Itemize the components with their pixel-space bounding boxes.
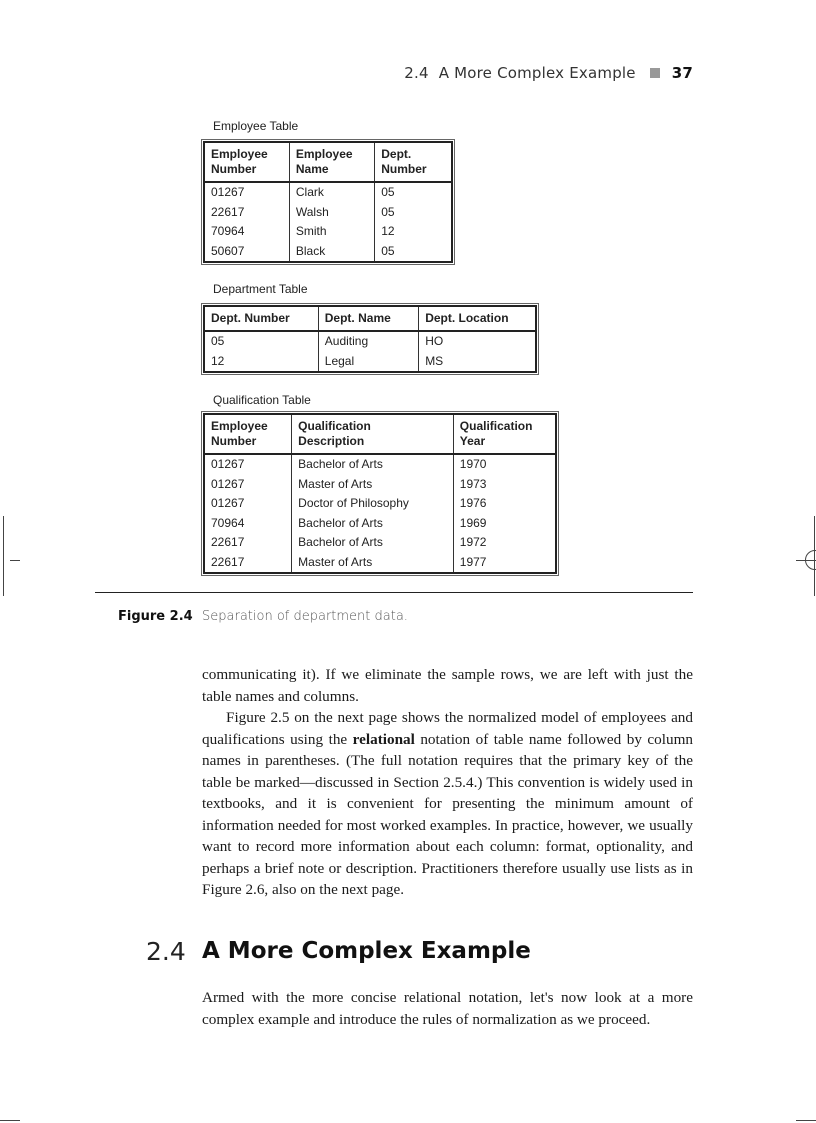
table-cell: Bachelor of Arts bbox=[292, 454, 454, 475]
table-cell: Master of Arts bbox=[292, 553, 454, 574]
department-table bbox=[203, 305, 537, 373]
table-cell: Walsh bbox=[289, 203, 374, 223]
table-row bbox=[204, 533, 556, 553]
column-header-line: Employee bbox=[211, 419, 268, 433]
section-number: 2.4 bbox=[146, 937, 186, 966]
table-cell: 05 bbox=[375, 182, 452, 203]
crop-mark bbox=[3, 516, 4, 596]
column-header bbox=[375, 142, 452, 182]
table-cell: Auditing bbox=[318, 331, 418, 352]
crop-mark bbox=[796, 1120, 816, 1121]
table-row bbox=[204, 475, 556, 495]
column-header-line: Employee bbox=[295, 147, 353, 161]
paragraph-2-start: Figure 2.5 on the next page shows the normalized model of employees and qualifications using the bbox=[202, 709, 693, 748]
paragraph-2 bbox=[202, 707, 693, 901]
employee-table-caption: Employee Table bbox=[213, 119, 299, 133]
figure-rule bbox=[95, 592, 693, 593]
table-row bbox=[204, 553, 556, 574]
qualification-table-caption: Qualification Table bbox=[213, 393, 311, 407]
table-cell: 01267 bbox=[211, 185, 245, 199]
table-cell: Bachelor of Arts bbox=[292, 533, 454, 553]
table-row bbox=[204, 242, 452, 263]
section-paragraph: Armed with the more concise relational notation, let's now look at a more complex example and introduce the rules of normalization as we proceed. bbox=[202, 989, 693, 1028]
employee-table bbox=[203, 141, 453, 263]
page-number: 37 bbox=[671, 64, 693, 82]
table-cell: Black bbox=[289, 242, 374, 263]
table-cell: 05 bbox=[375, 242, 452, 263]
paragraph-2-end: notation of table name followed by column names in parentheses. (The full notation requires that the primary key of the table be marked—discussed in Section 2.5.4.) This convention is widely used in textbooks, and it is convenient for presenting the minimum amount of information needed for most worked examples. In practice, however, we usually want to record more information about each column: format, optionality, and perhaps a brief note or description. Practitioners therefore usually use lists as in Figure 2.6, also on the next page. bbox=[202, 730, 693, 898]
table-cell: Legal bbox=[318, 352, 418, 373]
section-title: A More Complex Example bbox=[202, 938, 531, 964]
column-header bbox=[204, 142, 289, 182]
column-header-line: Qualification bbox=[298, 419, 371, 433]
qualification-table bbox=[203, 413, 557, 574]
column-header bbox=[292, 414, 454, 454]
column-header bbox=[204, 414, 292, 454]
column-header-line: Dept. bbox=[381, 147, 412, 161]
bold-term: relational bbox=[352, 730, 415, 748]
table-row bbox=[204, 331, 536, 352]
column-header: Dept. Number bbox=[204, 306, 318, 331]
table-header-row bbox=[204, 142, 452, 182]
running-head-section: 2.4 bbox=[404, 64, 429, 82]
column-header-line: Employee bbox=[211, 147, 268, 161]
table-cell: Doctor of Philosophy bbox=[292, 494, 454, 514]
table-cell: 05 bbox=[211, 334, 225, 348]
table-cell: 70964 bbox=[211, 224, 245, 238]
table-cell: 1976 bbox=[453, 494, 556, 514]
table-cell: Clark bbox=[289, 182, 374, 203]
table-cell: 01267 bbox=[211, 496, 245, 510]
table-cell: 1972 bbox=[453, 533, 556, 553]
table-cell: 12 bbox=[375, 222, 452, 242]
figure-label: Figure 2.4 bbox=[118, 609, 193, 624]
column-header: Dept. Name bbox=[318, 306, 418, 331]
table-cell: 50607 bbox=[211, 243, 245, 258]
table-cell: Smith bbox=[289, 222, 374, 242]
column-header bbox=[289, 142, 374, 182]
paragraph-1: communicating it). If we eliminate the sample rows, we are left with just the table names and columns. bbox=[202, 666, 693, 705]
table-cell: Bachelor of Arts bbox=[292, 514, 454, 534]
section-body bbox=[202, 987, 693, 1030]
table-cell: 1977 bbox=[453, 553, 556, 574]
column-header bbox=[453, 414, 556, 454]
table-row bbox=[204, 203, 452, 223]
table-cell: 1970 bbox=[453, 454, 556, 475]
table-cell: MS bbox=[419, 352, 536, 373]
department-table-caption: Department Table bbox=[213, 282, 308, 296]
table-cell: Master of Arts bbox=[292, 475, 454, 495]
column-header-line: Description bbox=[298, 434, 365, 448]
running-head-title: A More Complex Example bbox=[438, 64, 636, 82]
column-header-line: Year bbox=[459, 434, 486, 448]
crop-mark bbox=[0, 1120, 20, 1121]
table-cell: 01267 bbox=[211, 457, 245, 471]
table-cell: 22617 bbox=[211, 204, 245, 219]
table-row bbox=[204, 454, 556, 475]
column-header-line: Number bbox=[211, 162, 257, 176]
table-cell: 1969 bbox=[453, 514, 556, 534]
square-bullet-icon bbox=[650, 68, 660, 78]
table-cell: 1973 bbox=[453, 475, 556, 495]
table-cell: 22617 bbox=[211, 535, 245, 549]
table-header-row bbox=[204, 306, 536, 331]
table-cell: HO bbox=[419, 331, 536, 352]
table-cell: 22617 bbox=[211, 554, 245, 569]
body-text bbox=[202, 664, 693, 901]
table-cell: 70964 bbox=[211, 515, 245, 530]
figure-caption: Separation of department data. bbox=[202, 609, 408, 624]
table-cell: 05 bbox=[375, 203, 452, 223]
column-header-line: Number bbox=[381, 162, 427, 176]
column-header-line: Name bbox=[295, 162, 329, 176]
table-row bbox=[204, 514, 556, 534]
table-row bbox=[204, 494, 556, 514]
table-row bbox=[204, 352, 536, 373]
column-header-line: Number bbox=[211, 434, 257, 448]
running-head bbox=[0, 64, 693, 82]
table-row bbox=[204, 222, 452, 242]
column-header: Dept. Location bbox=[419, 306, 536, 331]
table-row bbox=[204, 182, 452, 203]
table-cell: 12 bbox=[211, 353, 225, 368]
registration-mark-icon bbox=[805, 550, 816, 570]
column-header-line: Qualification bbox=[459, 419, 533, 433]
crop-mark bbox=[10, 560, 20, 561]
table-header-row bbox=[204, 414, 556, 454]
table-cell: 01267 bbox=[211, 476, 245, 491]
